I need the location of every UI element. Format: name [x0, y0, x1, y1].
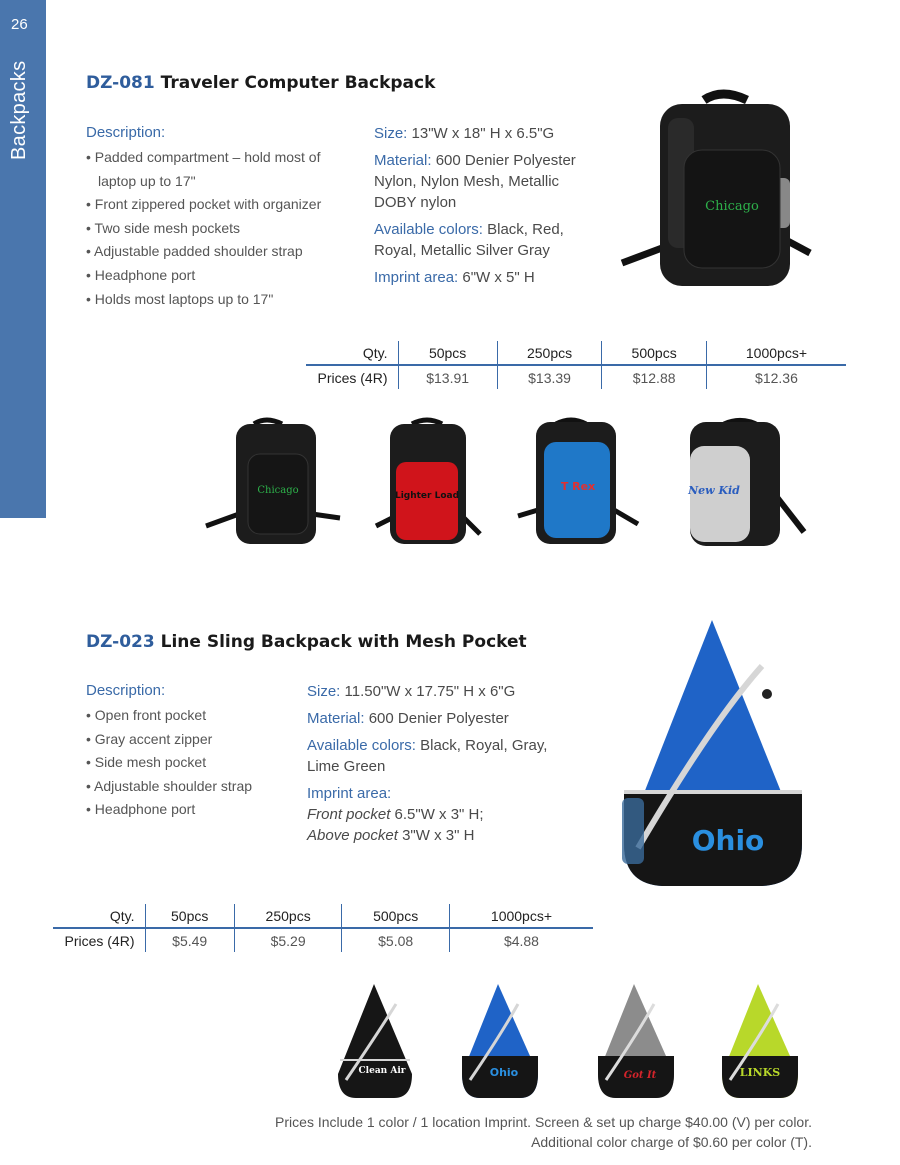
imprint-spec: [374, 267, 599, 288]
material-label: Material:: [307, 710, 365, 727]
colors-label: Available colors:: [307, 737, 416, 754]
material-spec: [374, 150, 599, 213]
size-value: 13"W x 18" H x 6.5"G: [411, 125, 555, 142]
price-cell: $4.88: [449, 928, 593, 952]
list-item: • Adjustable shoulder strap: [86, 775, 286, 799]
footnote-line: Prices Include 1 color / 1 location Imprint. Screen & set up charge $40.00 (V) per color.: [275, 1114, 812, 1130]
size-value: 11.50"W x 17.75" H x 6"G: [344, 683, 516, 700]
hero-imprint: Ohio: [691, 824, 765, 857]
headphone-port: [762, 689, 772, 699]
variant-imprint: Chicago: [257, 485, 299, 496]
colors-value: Black, Red, Royal, Metallic Silver Gray: [374, 221, 564, 259]
qty-cell: 50pcs: [398, 341, 497, 365]
section-sidebar: [0, 0, 46, 518]
product2-name: Line Sling Backpack with Mesh Pocket: [160, 632, 527, 652]
size-label: Size:: [307, 683, 341, 700]
imprint-front-value: 6.5"W x 3" H;: [394, 806, 484, 823]
list-item: • Gray accent zipper: [86, 728, 286, 752]
imprint-value: 6"W x 5" H: [462, 269, 535, 286]
price-cell: $5.08: [342, 928, 450, 952]
material-spec: [307, 708, 557, 729]
table-row: [306, 365, 846, 389]
qty-cell: 500pcs: [342, 904, 450, 928]
list-item: • Holds most laptops up to 17": [86, 288, 348, 312]
variant-imprint: T Rex: [560, 480, 596, 493]
variant-clean-air-image: [336, 980, 416, 1102]
colors-spec: [374, 219, 599, 261]
table-row: [53, 928, 593, 952]
product1-name: Traveler Computer Backpack: [160, 73, 436, 93]
qty-cell: 250pcs: [497, 341, 602, 365]
imprint-above-label: Above pocket: [307, 827, 398, 844]
imprint-label: Imprint area:: [374, 269, 459, 286]
table-row: [306, 341, 846, 365]
price-cell: $5.29: [234, 928, 342, 952]
qty-cell: 50pcs: [145, 904, 234, 928]
qty-header: Qty.: [306, 341, 398, 365]
table-row: [53, 904, 593, 928]
product2-hero-image: [612, 612, 817, 894]
material-value: 600 Denier Polyester Nylon, Nylon Mesh, Metallic DOBY nylon: [374, 152, 576, 211]
pricing-footnote: [275, 1112, 812, 1152]
imprint-label: Imprint area:: [307, 785, 392, 802]
price-cell: $12.88: [602, 365, 707, 389]
left-strap: [622, 248, 662, 263]
variant-imprint: LINKS: [739, 1066, 781, 1079]
product1-description-label: Description:: [86, 124, 166, 141]
product1-bullets: [86, 146, 348, 311]
variant-chicago-image: [204, 416, 344, 548]
footnote-line: Additional color charge of $0.60 per color (T).: [531, 1134, 812, 1150]
list-item: • Adjustable padded shoulder strap: [86, 240, 348, 264]
variant-imprint: Got It: [623, 1070, 657, 1081]
product2-price-table: [53, 904, 593, 952]
size-label: Size:: [374, 125, 408, 142]
variant-imprint: Ohio: [489, 1066, 519, 1079]
imprint-above: [307, 825, 557, 846]
product2-code: DZ-023: [86, 632, 155, 652]
variant-ohio-image: [458, 980, 544, 1102]
variant-links-image: [718, 980, 808, 1102]
product1-code: DZ-081: [86, 73, 155, 93]
qty-cell: 250pcs: [234, 904, 342, 928]
list-item: • Headphone port: [86, 264, 348, 288]
imprint-spec: [307, 783, 557, 804]
price-cell: $5.49: [145, 928, 234, 952]
price-header: Prices (4R): [317, 369, 388, 386]
qty-cell: 500pcs: [602, 341, 707, 365]
colors-label: Available colors:: [374, 221, 483, 238]
list-item: • Side mesh pocket: [86, 751, 286, 775]
product1-title: [86, 73, 435, 93]
price-cell: $13.39: [497, 365, 602, 389]
list-item: • Open front pocket: [86, 704, 286, 728]
colors-spec: [307, 735, 557, 777]
list-item: • Padded compartment – hold most of laptop up to 17": [86, 146, 348, 193]
list-item: • Headphone port: [86, 798, 286, 822]
product1-hero-image: [612, 88, 812, 293]
imprint-front: [307, 804, 557, 825]
product2-specs: [307, 681, 557, 852]
product2-bullets: [86, 704, 286, 822]
product2-title: [86, 632, 527, 652]
product1-price-table: [306, 341, 846, 389]
size-spec: [374, 123, 599, 144]
product2-description-label: Description:: [86, 682, 166, 699]
handle: [704, 94, 747, 100]
variant-t-rex-image: [516, 416, 642, 548]
price-cell: $13.91: [398, 365, 497, 389]
variant-lighter-load-image: [372, 416, 492, 548]
colors-value: Black, Royal, Gray, Lime Green: [307, 737, 548, 775]
side-mesh-pocket: [622, 798, 644, 864]
qty-cell: 1000pcs+: [449, 904, 593, 928]
product1-specs: [374, 123, 599, 294]
variant-imprint: Lighter Load: [394, 491, 460, 501]
variant-imprint: Clean Air: [358, 1066, 406, 1076]
page-number: 26: [11, 16, 28, 33]
hero-imprint: Chicago: [705, 199, 759, 214]
price-cell: $12.36: [706, 365, 846, 389]
section-label: Backpacks: [8, 60, 30, 160]
variant-new-kid-image: [684, 416, 810, 548]
list-item: • Two side mesh pockets: [86, 217, 348, 241]
imprint-above-value: 3"W x 3" H: [402, 827, 475, 844]
variant-imprint: New Kid: [688, 484, 740, 497]
qty-header: Qty.: [53, 904, 145, 928]
material-value: 600 Denier Polyester: [368, 710, 509, 727]
price-header: Prices (4R): [64, 932, 135, 949]
imprint-front-label: Front pocket: [307, 806, 391, 823]
size-spec: [307, 681, 557, 702]
material-label: Material:: [374, 152, 432, 169]
list-item: • Front zippered pocket with organizer: [86, 193, 348, 217]
qty-cell: 1000pcs+: [706, 341, 846, 365]
variant-got-it-image: [594, 980, 680, 1102]
